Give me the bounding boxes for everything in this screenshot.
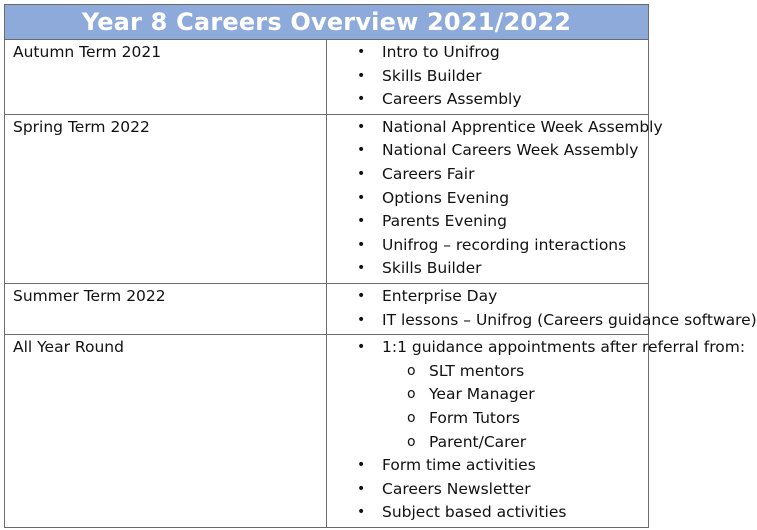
bullet-list <box>327 285 757 332</box>
bullet-icon: • <box>357 480 366 497</box>
list-item-text: Skills Builder <box>382 66 482 85</box>
table-row-autumn <box>5 40 649 115</box>
list-item <box>327 116 663 140</box>
bullet-icon: • <box>357 311 366 328</box>
list-item <box>327 210 648 234</box>
term-label: Autumn Term 2021 <box>5 40 327 115</box>
bullet-icon: • <box>357 236 366 253</box>
bullet-list <box>327 336 746 360</box>
bullet-icon: • <box>357 118 366 135</box>
term-items <box>327 40 649 115</box>
sub-list-item <box>327 360 648 384</box>
table-row-all-year <box>5 335 649 528</box>
bullet-icon: • <box>357 504 366 521</box>
list-item-text: National Careers Week Assembly <box>382 141 639 160</box>
list-item <box>327 88 648 112</box>
bullet-icon: • <box>357 91 366 108</box>
term-items <box>327 335 746 528</box>
list-item-text: Year Manager <box>429 385 535 404</box>
term-items <box>327 114 663 283</box>
list-item <box>327 65 648 89</box>
list-item-text: Subject based activities <box>382 503 567 522</box>
list-item <box>327 234 648 258</box>
bullet-icon: • <box>357 260 366 277</box>
list-item <box>327 257 648 281</box>
bullet-list <box>327 454 648 525</box>
table-row-summer <box>5 283 649 334</box>
list-item-text: Options Evening <box>382 188 510 207</box>
list-item-text: Form Tutors <box>429 408 520 427</box>
list-item <box>327 336 746 360</box>
circle-bullet-icon: o <box>407 409 416 426</box>
bullet-icon: • <box>357 457 366 474</box>
sub-list-item <box>327 383 648 407</box>
list-item <box>327 187 648 211</box>
bullet-list <box>327 41 648 112</box>
list-item-text: IT lessons – Unifrog (Careers guidance software) <box>382 310 757 329</box>
list-item-text: Skills Builder <box>382 259 482 278</box>
list-item-text: Enterprise Day <box>382 286 498 305</box>
title-row <box>5 5 649 40</box>
bullet-icon: • <box>357 287 366 304</box>
list-item-text: Form time activities <box>382 456 536 475</box>
bullet-list <box>327 116 663 281</box>
sub-bullet-list <box>327 360 648 454</box>
list-item-text: Careers Assembly <box>382 90 522 109</box>
term-items <box>327 283 757 334</box>
list-item <box>327 454 648 478</box>
list-item-text: Careers Newsletter <box>382 479 531 498</box>
sub-list-item <box>327 407 648 431</box>
list-item <box>327 501 648 525</box>
bullet-icon: • <box>357 142 366 159</box>
list-item-text: SLT mentors <box>429 361 525 380</box>
list-item-text: Unifrog – recording interactions <box>382 235 627 254</box>
list-item <box>327 139 648 163</box>
list-item <box>327 309 757 333</box>
bullet-icon: • <box>357 67 366 84</box>
list-item <box>327 478 648 502</box>
bullet-icon: • <box>357 339 366 356</box>
list-item <box>327 41 648 65</box>
list-item-text: Parent/Carer <box>429 432 527 451</box>
circle-bullet-icon: o <box>407 433 416 450</box>
list-item-text: Careers Fair <box>382 164 475 183</box>
circle-bullet-icon: o <box>407 362 416 379</box>
list-item-text: National Apprentice Week Assembly <box>382 117 663 136</box>
table-row-spring <box>5 114 649 283</box>
term-label: Summer Term 2022 <box>5 283 327 334</box>
bullet-icon: • <box>357 165 366 182</box>
sub-list-item <box>327 431 648 455</box>
list-item-text: Intro to Unifrog <box>382 43 500 61</box>
list-item <box>327 163 648 187</box>
table-title: Year 8 Careers Overview 2021/2022 <box>5 5 649 40</box>
bullet-icon: • <box>357 213 366 230</box>
term-label: All Year Round <box>5 335 327 528</box>
circle-bullet-icon: o <box>407 386 416 403</box>
list-item <box>327 285 648 309</box>
bullet-icon: • <box>357 189 366 206</box>
careers-overview-table <box>4 4 757 528</box>
list-item-text: Parents Evening <box>382 212 507 231</box>
term-label: Spring Term 2022 <box>5 114 327 283</box>
list-item-text: 1:1 guidance appointments after referral from: <box>382 338 746 357</box>
bullet-icon: • <box>357 44 366 60</box>
